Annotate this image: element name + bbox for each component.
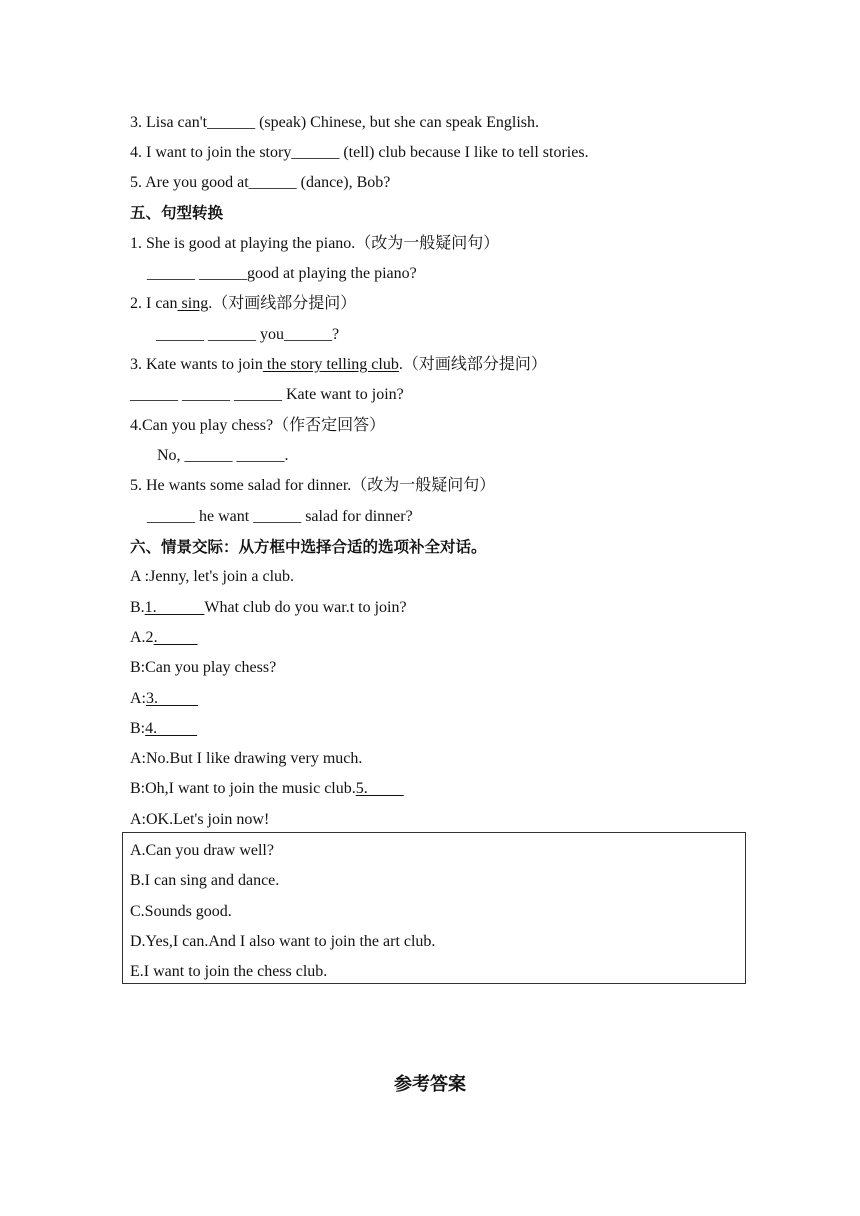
- transform-answer-2: ______ ______ you______?: [156, 326, 340, 343]
- dialogue-text: A:No.But I like drawing very much.: [130, 750, 363, 767]
- dialogue-blank: 3.: [146, 690, 198, 707]
- transform-question-4: 4.Can you play chess?（作否定回答）: [130, 417, 386, 434]
- dialogue-line: [130, 689, 198, 709]
- dialogue-line: [130, 628, 198, 648]
- answer-key-title: 参考答案: [394, 1074, 466, 1095]
- section-5-heading: 五、句型转换: [130, 204, 224, 222]
- transform-question-1: 1. She is good at playing the piano.（改为一般疑问句）: [130, 235, 500, 252]
- dialogue-text: A :Jenny, let's join a club.: [130, 568, 295, 585]
- fill-in-question-4: 4. I want to join the story______ (tell) club because I like to tell stories.: [130, 144, 589, 161]
- transform-answer-1: ______ ______good at playing the piano?: [147, 265, 417, 282]
- question-text: 2. I can: [130, 295, 178, 312]
- dialogue-text: A.2: [130, 629, 154, 646]
- section-6-heading: 六、情景交际：从方框中选择合适的选项补全对话。: [130, 538, 487, 556]
- fill-in-question-5: 5. Are you good at______ (dance), Bob?: [130, 174, 391, 191]
- dialogue-blank: 5.: [355, 780, 404, 797]
- dialogue-text: A:: [130, 690, 146, 707]
- transform-question-2: [130, 294, 356, 314]
- dialogue-line: [130, 567, 294, 587]
- transform-answer-3: ______ ______ ______ Kate want to join?: [130, 386, 404, 403]
- dialogue-line: [130, 749, 362, 769]
- transform-answer-4: No, ______ ______.: [157, 447, 289, 464]
- dialogue-line: [130, 779, 404, 799]
- instruction-text: .（对画线部分提问）: [398, 356, 547, 373]
- option-item-d: D.Yes,I can.And I also want to join the art club.: [130, 933, 436, 950]
- dialogue-text: B:: [130, 720, 146, 737]
- underlined-phrase: the story telling club: [262, 356, 399, 373]
- option-item-e: E.I want to join the chess club.: [130, 963, 328, 980]
- dialogue-line: [130, 719, 197, 739]
- dialogue-text: B:Oh,I want to join the music club.: [130, 780, 356, 797]
- transform-answer-5: ______ he want ______ salad for dinner?: [147, 508, 413, 525]
- option-item-a: A.Can you draw well?: [130, 842, 274, 859]
- dialogue-text: B:Can you play chess?: [130, 659, 277, 676]
- dialogue-blank: 4.: [145, 720, 198, 737]
- dialogue-text: B.: [130, 599, 145, 616]
- option-item-c: C.Sounds good.: [130, 903, 232, 920]
- dialogue-text: A:OK.Let's join now!: [130, 811, 270, 828]
- underlined-phrase: sing: [177, 295, 209, 312]
- fill-in-question-3: 3. Lisa can't______ (speak) Chinese, but she can speak English.: [130, 114, 540, 131]
- transform-question-5: 5. He wants some salad for dinner.（改为一般疑问句）: [130, 477, 496, 494]
- instruction-text: .（对画线部分提问）: [208, 295, 357, 312]
- dialogue-text: What club do you war.t to join?: [204, 599, 407, 616]
- option-item-b: B.I can sing and dance.: [130, 872, 280, 889]
- dialogue-blank: .: [153, 629, 198, 646]
- dialogue-line: [130, 598, 407, 618]
- dialogue-blank: 1.: [144, 599, 205, 616]
- dialogue-line: [130, 810, 269, 830]
- dialogue-line: [130, 658, 276, 678]
- question-text: 3. Kate wants to join: [130, 356, 263, 373]
- transform-question-3: [130, 355, 547, 375]
